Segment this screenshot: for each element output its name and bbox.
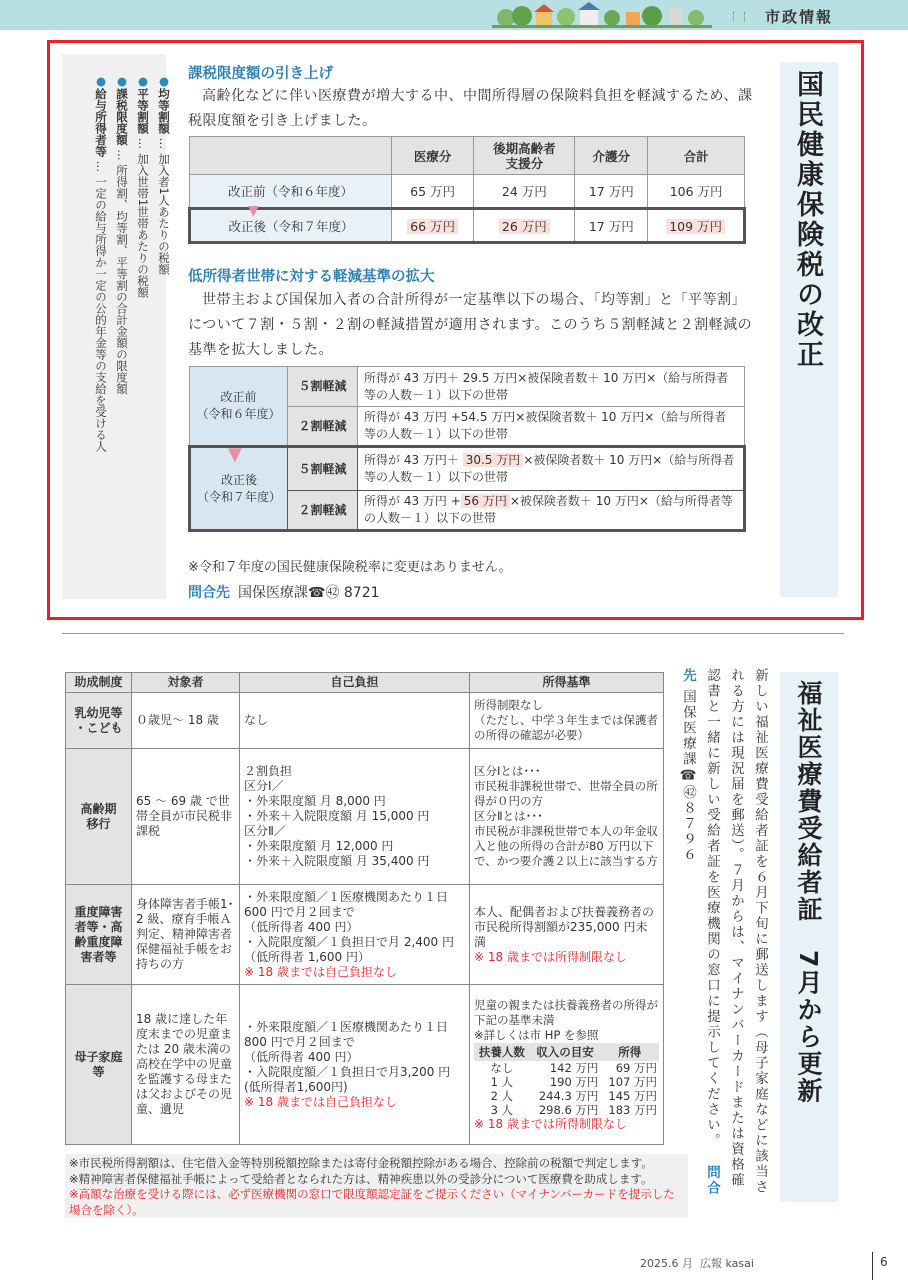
glossary-item: ●課税限度額 … 所得割、均等割、平等割の合計金額の限度額 <box>115 74 129 395</box>
table-row: なし 142 万円 69 万円 <box>490 1060 657 1075</box>
table-header: 助成制度 <box>66 673 132 693</box>
section-tag: 市政情報 <box>765 8 834 26</box>
table-row: 改正前（令和６年度） 65 万円 24 万円 17 万円 106 万円 <box>190 175 745 209</box>
contact: 問合先 国保医療課☎㊷ 8721 <box>188 585 380 601</box>
table-row: 3 人 298.6 万円 183 万円 <box>490 1102 657 1117</box>
leaf-icon: ᛙ ᛙ <box>730 10 749 24</box>
table-row: 改正後 （令和７年度） ５割軽減 所得が 43 万円＋ 30.5 万円 ×被保険者数＋ 10 万円×（給与所得者等の人数－１）以下の世帯 <box>190 447 745 491</box>
glossary-item: ●給与所得者等 … 一定の給与所得か一定の公的年金等の支給を受ける人 <box>94 74 108 452</box>
table-row: 改正後（令和７年度） 66 万円 26 万円 17 万円 109 万円 <box>190 209 745 243</box>
table-header: 自己負担 <box>240 673 470 693</box>
footnotes: ※市民税所得割額は、住宅借入金等特別税額控除または寄付金税額控除がある場合、控除前の税額で判定します。 ※精神障害者保健福祉手帳によって受給者となられた方は、精神疾患以外の受診分について医療費を助成します。 ※高額な治療を受ける際には、必ず医療機関の窓口で限度額認定証をご提示ください（マイナンバーカードを提示した場合を除く）。 <box>65 1154 688 1218</box>
table-header: 所得基準 <box>470 673 664 693</box>
page-number: 6 <box>880 1255 888 1269</box>
arrow-down-icon: ▼ <box>248 203 259 219</box>
table-header: 合計 <box>648 137 745 175</box>
sec2-heading: 低所得者世帯に対する軽減基準の拡大 <box>188 269 435 285</box>
divider <box>62 633 844 634</box>
glossary <box>62 54 171 599</box>
table-row: 高齢期 移行 65 ～ 69 歳 で世帯全員が市民税非課税 ２割負担 区分Ⅰ／ ・外来限度額 月 8,000 円 ・外来＋入院限度額 月 15,000 円 区分Ⅱ／ ・外来限度額 月 12,000 円 ・外来＋入院限度額 月 35,400 円 区分Ⅰとは･･･ 市民税非課税世帯で、世帯全員の所得が０円の方 区分Ⅱとは･･･ 市民税が非課税世帯で本人の年金収入と他の所得の合計が80 万円以下で、かつ要介護２以上に該当する方 <box>66 749 664 885</box>
table-row: 1 人 190 万円 107 万円 <box>490 1074 657 1089</box>
income-guide-table: 扶養人数 収入の目安 所得 なし 142 万円 69 万円 1 人 190 万円 107 万円 2 人 244.3 万円 145 万円 3 人 298.6 万円 183 万円 <box>474 1043 659 1117</box>
table-row: 乳幼児等 ・こども ０歳児～ 18 歳 なし 所得制限なし （ただし、中学３年生までは保護者の所得の確認が必要） <box>66 693 664 749</box>
table-header: 対象者 <box>132 673 240 693</box>
article2-title: 福祉医療費受給者証 7月から更新 <box>794 680 823 1105</box>
glossary-item: ●平等割額 … 加入世帯1世帯あたりの税額 <box>136 74 150 299</box>
welfare-table <box>65 672 664 1145</box>
article1-title-box <box>780 62 838 597</box>
limit-table <box>188 136 746 244</box>
table-row: 2 人 244.3 万円 145 万円 <box>490 1088 657 1103</box>
town-illustration <box>492 2 712 28</box>
article2-title-box <box>780 672 838 1202</box>
sec1-heading: 課税限度額の引き上げ <box>188 66 333 82</box>
arrow-down-icon: ▼ <box>228 444 242 465</box>
article2-body: 新しい福祉医療費受給者証を６月下旬に郵送します（母子家庭などに該当される方には現況届を郵送）。７月からは、マイナンバーカードまたは資格確認書と一緒に新しい受給者証を医療機関の窓口に提示してください。 問合先 国保医療課☎㊷８７９６ <box>680 668 768 1196</box>
reduction-table <box>188 366 746 532</box>
footer: 2025.6 月 広報 kasai <box>640 1257 754 1270</box>
sec2-body: 世帯主および国保加入者の合計所得が一定基準以下の場合、「均等割」と「平等割」について７割・５割・２割の軽減措置が適用されます。このうち５割軽減と２割軽減の基準を拡大しました。 <box>188 292 753 358</box>
sec1-body: 高齢化などに伴い医療費が増大する中、中間所得層の保険料負担を軽減するため、課税限度額を引き上げました。 <box>188 88 753 129</box>
divider <box>872 1252 873 1280</box>
article1-title: 国民健康保険税の改正 <box>792 70 823 370</box>
glossary-item: ●均等割額 … 加入者1人あたりの税額 <box>157 74 171 276</box>
table-row: ２割軽減 所得が 43 万円 + 56 万円 ×被保険者数＋ 10 万円×（給与所得者等の人数－１）以下の世帯 <box>190 491 745 531</box>
table-row: 母子家庭等 18 歳に達した年度末までの児童または 20 歳未満の高校在学中の児童を監護する母または父およびその児童、遺児 ・外来限度額／１医療機関あたり１日 800 円で月２回まで （低所得者 400 円） ・入院限度額／１負担日で月3,200 円(低所得者1,600円) ※ 18 歳までは自己負担なし 児童の親または扶養義務者の所得が下記の基準未満 ※詳しくは市 HP を参照 扶養人数 収入の目安 所得 なし 142 万円 69 万円 1 人 190 万円 107 万円 2 人 244.3 万円 145 万円 3 人 298.6 万円 183 万円 ※ 18 歳までは所得制限なし <box>66 985 664 1145</box>
table-row: 改正前 （令和６年度） ５割軽減 所得が 43 万円＋ 29.5 万円×被保険者数＋ 10 万円×（給与所得者等の人数－１）以下の世帯 <box>190 367 745 407</box>
table-row: 重度障害者等・高齢重度障害者等 身体障害者手帳1･2 級、療育手帳Ａ判定、精神障害者保健福祉手帳をお持ちの方 ・外来限度額／１医療機関あたり１日 600 円で月２回まで （低所得者 400 円） ・入院限度額／１負担日で月 2,400 円（低所得者 1,600 円） ※ 18 歳までは自己負担なし 本人、配偶者および扶養義務者の市民税所得割額が235,000 円未満 ※ 18 歳までは所得制限なし <box>66 885 664 985</box>
table-row: ２割軽減 所得が 43 万円 +54.5 万円×被保険者数＋ 10 万円×（給与所得者等の人数－１）以下の世帯 <box>190 407 745 447</box>
table-header <box>190 137 392 175</box>
glossary-list <box>90 74 174 574</box>
table-header: 介護分 <box>575 137 648 175</box>
tax-rate-note: ※令和７年度の国民健康保険税率に変更はありません。 <box>188 560 512 575</box>
table-header: 医療分 <box>391 137 473 175</box>
table-header: 後期高齢者 支援分 <box>474 137 575 175</box>
